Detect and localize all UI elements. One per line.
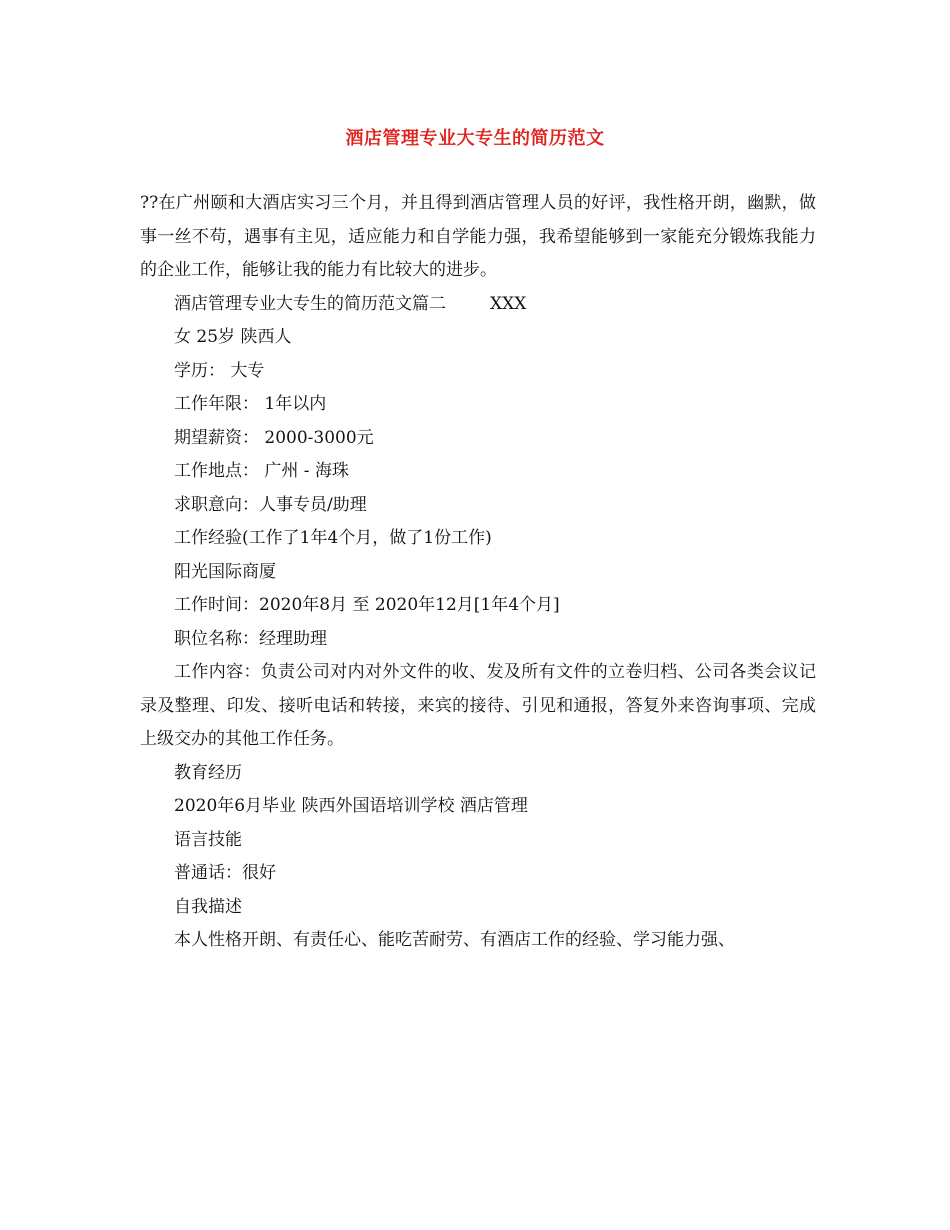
education-level: 学历： 大专 [174,360,265,381]
resume-header-line [140,288,816,322]
self-description-heading: 自我描述 [174,896,242,917]
intro-paragraph: ??在广州颐和大酒店实习三个月，并且得到酒店管理人员的好评，我性格开朗，幽默，做事一丝不苟，遇事有主见，适应能力和自学能力强，我希望能够到一家能充分锻炼我能力的企业工作，能够让我的能力有比较大的进步。 [140,193,816,280]
education-heading: 教育经历 [174,762,242,783]
work-years: 工作年限： 1年以内 [174,394,327,414]
company-name: 阳光国际商厦 [174,561,276,582]
work-experience-heading: 工作经验(工作了1年4个月，做了1份工作) [174,528,492,548]
language-heading: 语言技能 [174,829,242,850]
work-period: 工作时间：2020年8月 至 2020年12月[1年4个月] [174,595,560,615]
document-title: 酒店管理专业大专生的简历范文 [345,128,605,149]
candidate-name: XXX [490,293,527,314]
job-content: 工作内容：负责公司对内对外文件的收、发及所有文件的立卷归档、公司各类会议记录及整理、印发、接听电话和转接，来宾的接待、引见和通报，答复外来咨询事项、完成上级交办的其他工作任务。 [140,662,816,749]
education-entry: 2020年6月毕业 陕西外国语培训学校 酒店管理 [174,796,528,816]
work-location: 工作地点： 广州 - 海珠 [174,461,349,481]
basic-info: 女 25岁 陕西人 [174,327,292,347]
language-entry: 普通话：很好 [174,863,276,883]
self-description: 本人性格开朗、有责任心、能吃苦耐劳、有酒店工作的经验、学习能力强、 [174,930,735,950]
document-body [140,187,816,958]
expected-salary: 期望薪资： 2000-3000元 [174,427,374,448]
job-intention: 求职意向：人事专员/助理 [174,494,367,515]
section-heading: 酒店管理专业大专生的简历范文篇二 [174,293,446,314]
position-title: 职位名称：经理助理 [174,628,327,649]
